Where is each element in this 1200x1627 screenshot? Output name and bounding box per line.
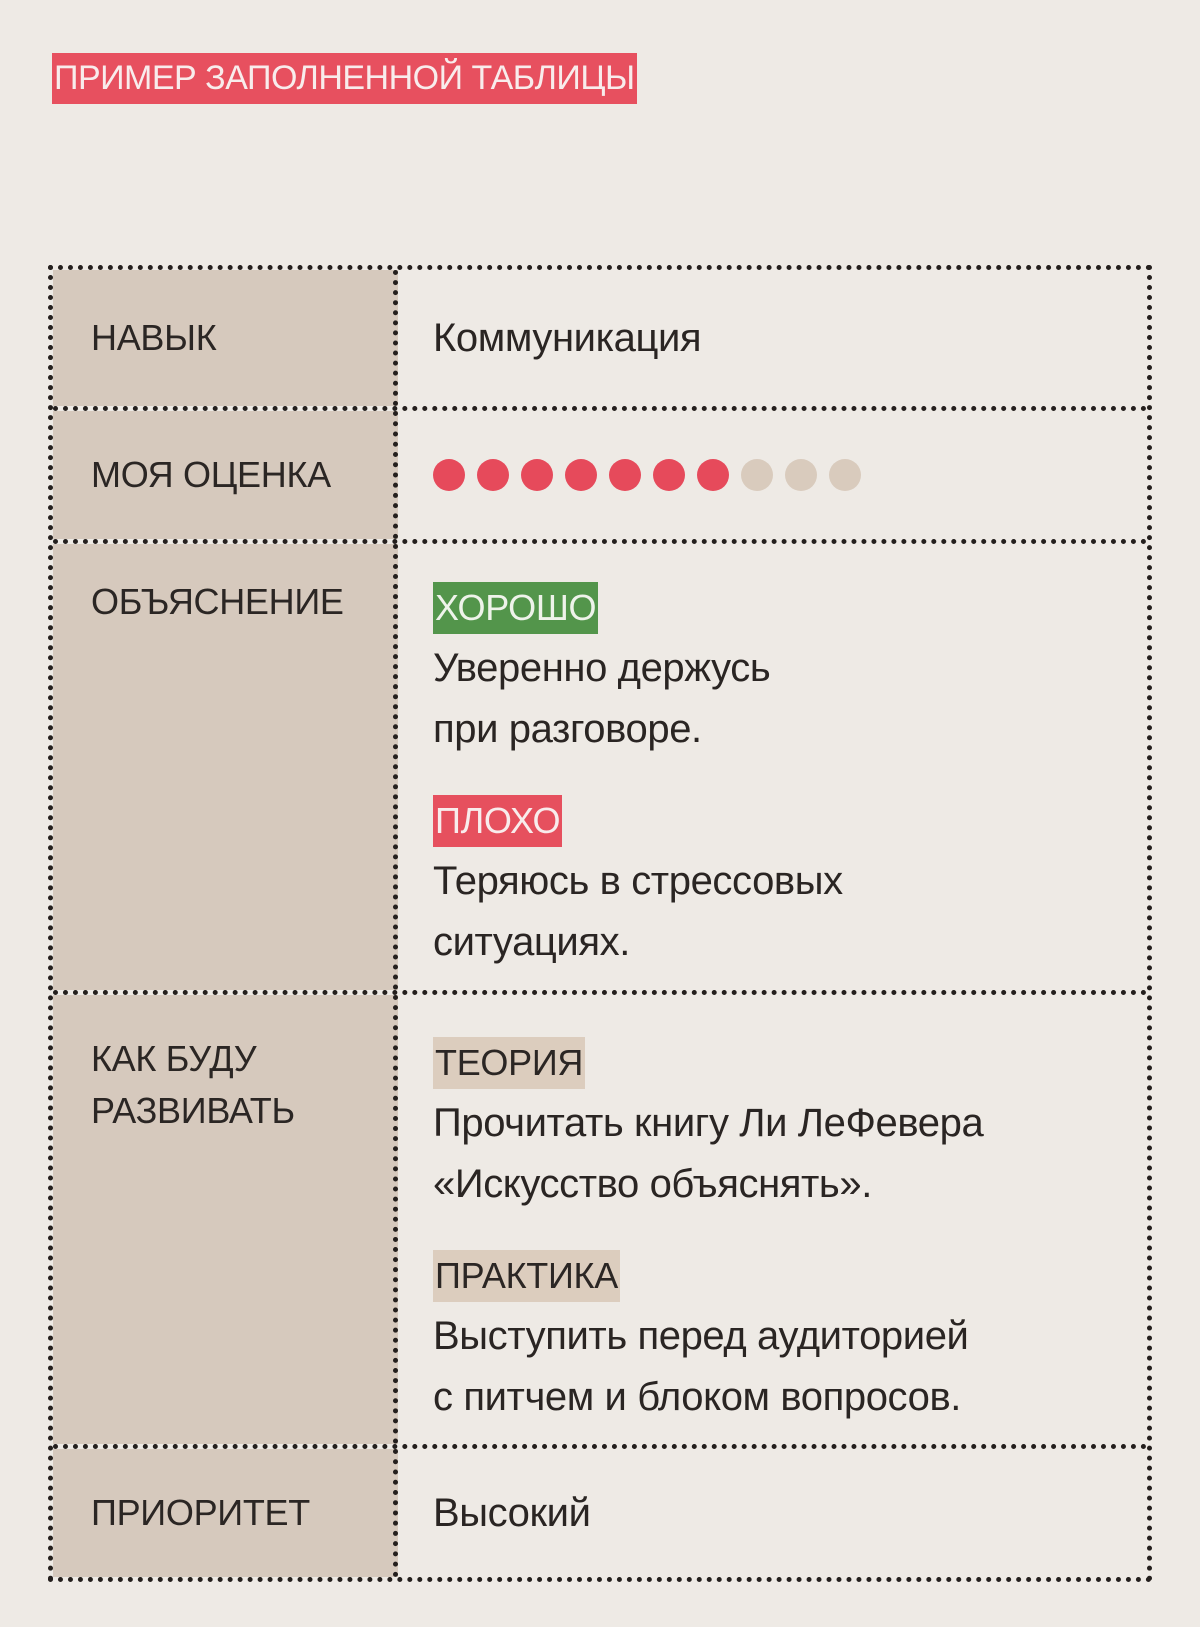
- table-row-rating: [53, 406, 1147, 539]
- page-title: ПРИМЕР ЗАПОЛНЕННОЙ ТАБЛИЦЫ: [52, 53, 637, 104]
- skill-table: [48, 265, 1152, 1582]
- practice-text-line-2: с питчем и блоком вопросов.: [433, 1375, 962, 1419]
- rating-dot-empty: [741, 459, 773, 491]
- rating-dots: [433, 459, 861, 491]
- priority-value-cell: [398, 1449, 1147, 1577]
- theory-text-line-2: «Искусство объяснять».: [433, 1162, 872, 1206]
- explanation-label-cell: [53, 544, 398, 990]
- explanation-value-cell: [398, 544, 1147, 990]
- rating-dot-empty: [829, 459, 861, 491]
- development-value-cell: [398, 995, 1147, 1444]
- bad-text-line-2: ситуациях.: [433, 920, 630, 964]
- rating-dot-filled: [433, 459, 465, 491]
- table-row-explanation: [53, 539, 1147, 990]
- rating-dot-filled: [697, 459, 729, 491]
- good-text-line-1: Уверенно держусь: [433, 646, 771, 690]
- table-row-skill: [53, 270, 1147, 406]
- rating-dot-empty: [785, 459, 817, 491]
- theory-tag: ТЕОРИЯ: [433, 1037, 585, 1089]
- good-text-line-2: при разговоре.: [433, 707, 702, 751]
- rating-label-cell: [53, 411, 398, 539]
- rating-dot-filled: [477, 459, 509, 491]
- development-label-line-1: КАК БУДУ: [91, 1038, 257, 1079]
- good-tag: ХОРОШО: [433, 582, 598, 634]
- practice-tag: ПРАКТИКА: [433, 1250, 620, 1302]
- priority-label: ПРИОРИТЕТ: [91, 1492, 310, 1533]
- rating-dot-filled: [565, 459, 597, 491]
- rating-dot-filled: [653, 459, 685, 491]
- practice-text-line-1: Выступить перед аудиторией: [433, 1314, 969, 1358]
- priority-value: Высокий: [433, 1490, 591, 1535]
- explanation-label: ОБЪЯСНЕНИЕ: [91, 581, 344, 622]
- skill-value: Коммуникация: [433, 315, 702, 360]
- rating-value-cell: [398, 411, 1147, 539]
- skill-label: НАВЫК: [91, 317, 217, 358]
- rating-dot-filled: [609, 459, 641, 491]
- development-label-cell: [53, 995, 398, 1444]
- rating-dot-filled: [521, 459, 553, 491]
- skill-value-cell: [398, 270, 1147, 406]
- priority-label-cell: [53, 1449, 398, 1577]
- rating-label: МОЯ ОЦЕНКА: [91, 454, 331, 495]
- skill-label-cell: [53, 270, 398, 406]
- table-row-priority: [53, 1444, 1147, 1577]
- bad-tag: ПЛОХО: [433, 795, 562, 847]
- bad-text-line-1: Теряюсь в стрессовых: [433, 859, 843, 903]
- theory-text-line-1: Прочитать книгу Ли ЛеФевера: [433, 1101, 984, 1145]
- development-label-line-2: РАЗВИВАТЬ: [91, 1090, 295, 1131]
- table-row-development: [53, 990, 1147, 1444]
